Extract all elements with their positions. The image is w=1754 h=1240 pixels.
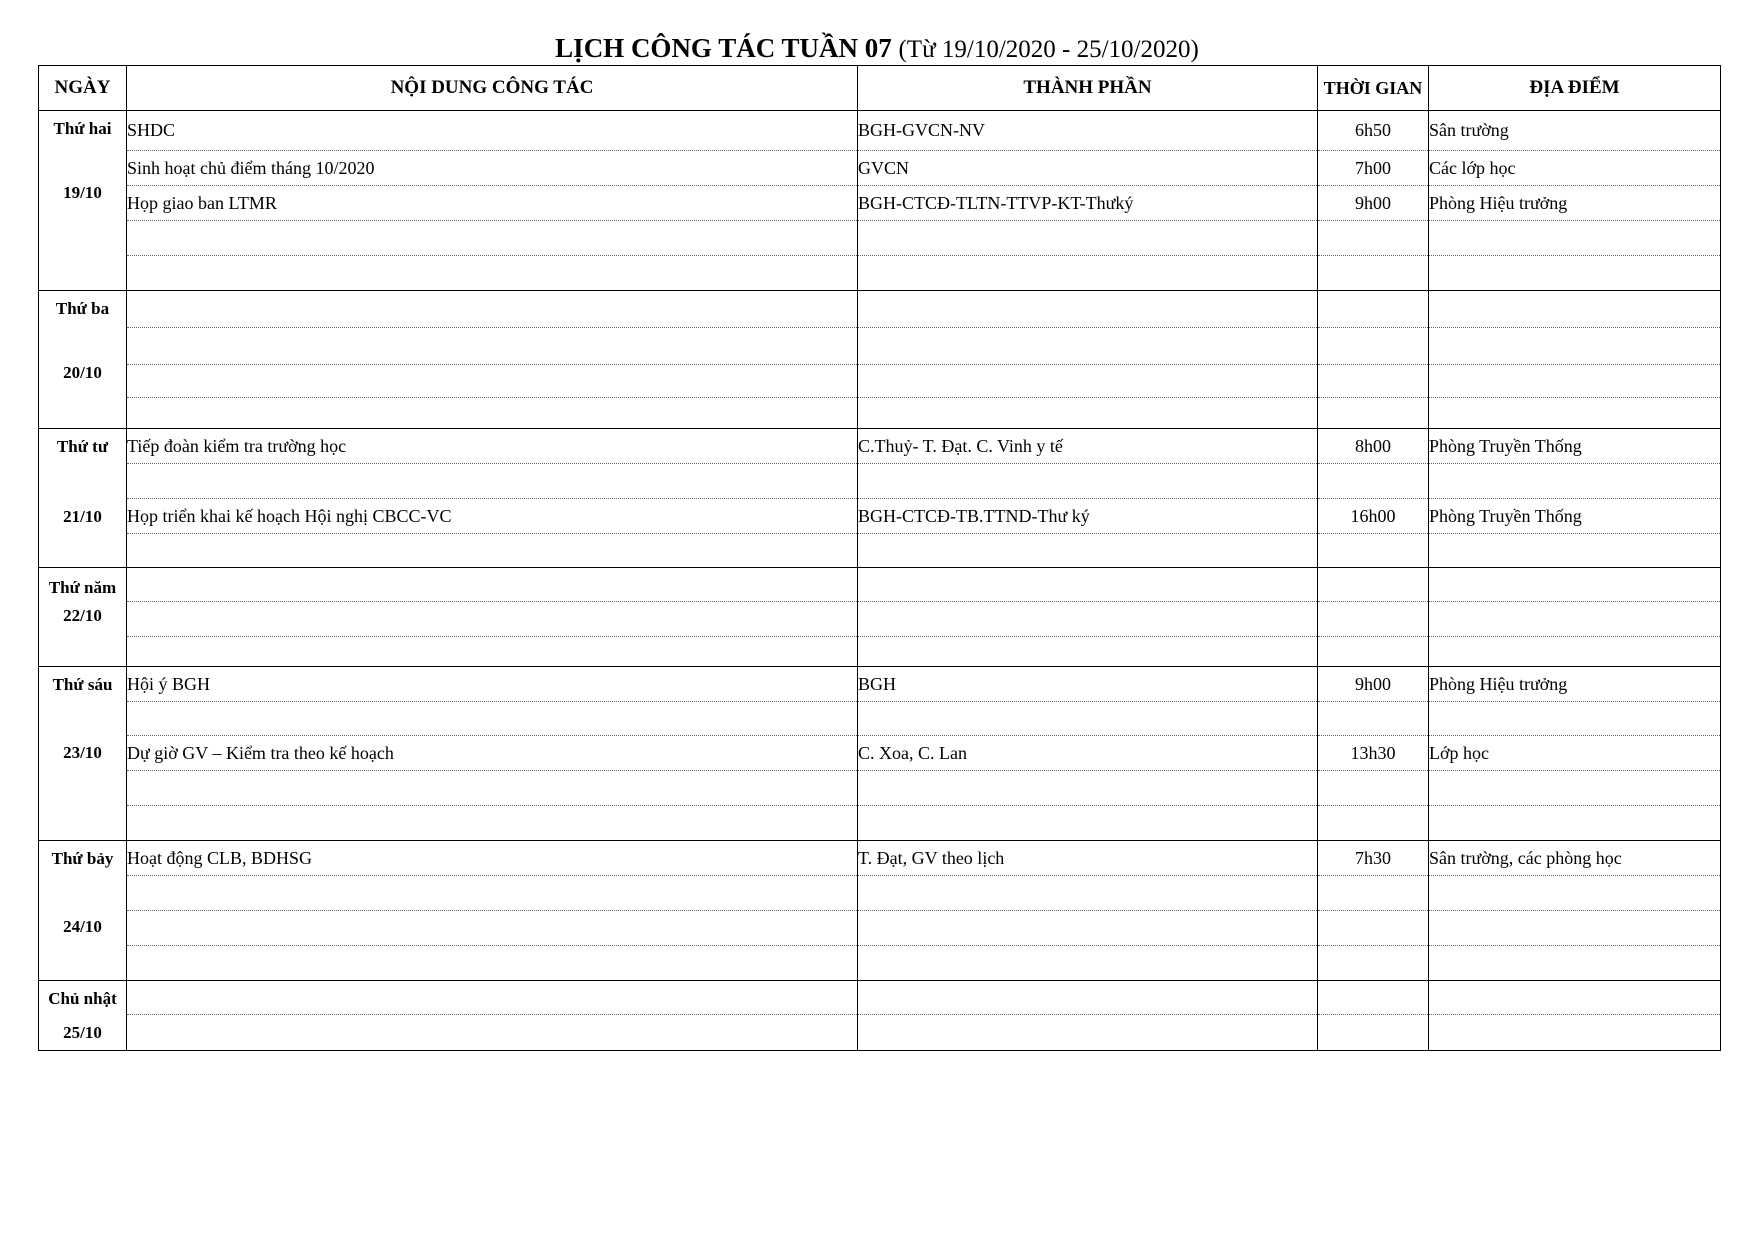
content-cell — [127, 911, 858, 946]
day-date: 21/10 — [63, 507, 102, 526]
time-cell — [1318, 328, 1429, 365]
content-cell — [127, 328, 858, 365]
content-cell — [127, 398, 858, 429]
members-cell: GVCN — [858, 151, 1318, 186]
content-cell — [127, 256, 858, 291]
time-cell — [1318, 876, 1429, 911]
time-cell: 13h30 — [1318, 736, 1429, 771]
day-name: Thứ năm — [48, 578, 117, 597]
place-cell — [1429, 534, 1721, 568]
time-cell — [1318, 398, 1429, 429]
members-cell: BGH — [858, 667, 1318, 702]
content-cell: Họp triển khai kế hoạch Hội nghị CBCC-VC — [127, 499, 858, 534]
place-cell — [1429, 702, 1721, 736]
place-cell: Phòng Truyền Thống — [1429, 499, 1721, 534]
members-cell — [858, 328, 1318, 365]
day-date: 24/10 — [63, 917, 102, 936]
day-cell-thu-sau — [39, 667, 127, 841]
members-cell — [858, 534, 1318, 568]
time-cell: 6h50 — [1318, 111, 1429, 151]
members-cell — [858, 806, 1318, 841]
time-cell — [1318, 464, 1429, 499]
members-cell — [858, 365, 1318, 398]
time-cell — [1318, 911, 1429, 946]
content-cell — [127, 291, 858, 328]
place-cell — [1429, 637, 1721, 667]
schedule-body — [39, 111, 1721, 1051]
members-cell — [858, 637, 1318, 667]
header-place: ĐỊA ĐIỂM — [1429, 66, 1721, 111]
place-cell: Lớp học — [1429, 736, 1721, 771]
day-date: 19/10 — [63, 183, 102, 202]
schedule-row — [39, 291, 1721, 328]
day-name: Thứ sáu — [52, 675, 113, 694]
content-cell: Hội ý BGH — [127, 667, 858, 702]
title-date-range: (Từ 19/10/2020 - 25/10/2020) — [898, 36, 1199, 63]
title-main: LỊCH CÔNG TÁC TUẦN 07 — [555, 33, 892, 63]
members-cell: BGH-GVCN-NV — [858, 111, 1318, 151]
place-cell — [1429, 981, 1721, 1015]
schedule-row — [39, 806, 1721, 841]
schedule-row — [39, 667, 1721, 702]
content-cell — [127, 1015, 858, 1051]
time-cell: 9h00 — [1318, 186, 1429, 221]
time-cell — [1318, 1015, 1429, 1051]
content-cell — [127, 221, 858, 256]
time-cell — [1318, 256, 1429, 291]
members-cell — [858, 464, 1318, 499]
place-cell: Sân trường, các phòng học — [1429, 841, 1721, 876]
time-cell: 16h00 — [1318, 499, 1429, 534]
place-cell — [1429, 806, 1721, 841]
members-cell — [858, 876, 1318, 911]
schedule-row — [39, 736, 1721, 771]
place-cell — [1429, 771, 1721, 806]
schedule-row — [39, 365, 1721, 398]
schedule-row — [39, 981, 1721, 1015]
members-cell: BGH-CTCĐ-TB.TTND-Thư ký — [858, 499, 1318, 534]
schedule-row — [39, 911, 1721, 946]
header-day: NGÀY — [39, 66, 127, 111]
schedule-row — [39, 151, 1721, 186]
time-cell — [1318, 981, 1429, 1015]
content-cell — [127, 365, 858, 398]
day-cell-thu-nam — [39, 568, 127, 667]
day-name: Thứ tư — [56, 437, 109, 456]
place-cell: Các lớp học — [1429, 151, 1721, 186]
place-cell — [1429, 291, 1721, 328]
schedule-row — [39, 946, 1721, 981]
content-cell: Họp giao ban LTMR — [127, 186, 858, 221]
place-cell — [1429, 911, 1721, 946]
place-cell — [1429, 602, 1721, 637]
time-cell: 8h00 — [1318, 429, 1429, 464]
day-date: 23/10 — [63, 743, 102, 762]
place-cell — [1429, 876, 1721, 911]
header-time: THỜI GIAN — [1318, 66, 1429, 111]
place-cell — [1429, 365, 1721, 398]
members-cell — [858, 702, 1318, 736]
header-row — [39, 66, 1721, 111]
place-cell: Sân trường — [1429, 111, 1721, 151]
day-name: Chủ nhật — [48, 989, 117, 1008]
time-cell — [1318, 221, 1429, 256]
place-cell: Phòng Hiệu trưởng — [1429, 186, 1721, 221]
content-cell — [127, 876, 858, 911]
header-members: THÀNH PHẦN — [858, 66, 1318, 111]
members-cell — [858, 568, 1318, 602]
page-title — [0, 30, 1754, 68]
place-cell — [1429, 946, 1721, 981]
members-cell — [858, 291, 1318, 328]
content-cell: Hoạt động CLB, BDHSG — [127, 841, 858, 876]
place-cell — [1429, 568, 1721, 602]
place-cell — [1429, 464, 1721, 499]
content-cell — [127, 568, 858, 602]
time-cell — [1318, 946, 1429, 981]
header-content: NỘI DUNG CÔNG TÁC — [127, 66, 858, 111]
schedule-row — [39, 499, 1721, 534]
schedule-row — [39, 256, 1721, 291]
members-cell — [858, 981, 1318, 1015]
time-cell — [1318, 568, 1429, 602]
content-cell — [127, 981, 858, 1015]
members-cell — [858, 256, 1318, 291]
schedule-row — [39, 771, 1721, 806]
time-cell — [1318, 771, 1429, 806]
members-cell — [858, 221, 1318, 256]
day-cell-thu-bay — [39, 841, 127, 981]
content-cell — [127, 806, 858, 841]
place-cell — [1429, 328, 1721, 365]
schedule-row — [39, 637, 1721, 667]
place-cell — [1429, 1015, 1721, 1051]
content-cell: Dự giờ GV – Kiểm tra theo kế hoạch — [127, 736, 858, 771]
day-name: Thứ bảy — [51, 849, 114, 868]
content-cell — [127, 602, 858, 637]
place-cell — [1429, 398, 1721, 429]
schedule-row — [39, 398, 1721, 429]
members-cell: BGH-CTCĐ-TLTN-TTVP-KT-Thưký — [858, 186, 1318, 221]
schedule-row — [39, 186, 1721, 221]
content-cell — [127, 534, 858, 568]
time-cell: 7h00 — [1318, 151, 1429, 186]
members-cell — [858, 602, 1318, 637]
day-name: Thứ hai — [53, 119, 112, 138]
time-cell — [1318, 637, 1429, 667]
day-name: Thứ ba — [55, 299, 110, 318]
time-cell — [1318, 602, 1429, 637]
time-cell: 9h00 — [1318, 667, 1429, 702]
time-cell — [1318, 291, 1429, 328]
schedule-row — [39, 534, 1721, 568]
members-cell: C.Thuỷ- T. Đạt. C. Vinh y tế — [858, 429, 1318, 464]
schedule-row — [39, 568, 1721, 602]
content-cell — [127, 464, 858, 499]
schedule-row — [39, 111, 1721, 151]
time-cell: 7h30 — [1318, 841, 1429, 876]
content-cell: SHDC — [127, 111, 858, 151]
day-date: 25/10 — [63, 1023, 102, 1042]
day-cell-thu-tu — [39, 429, 127, 568]
members-cell — [858, 1015, 1318, 1051]
content-cell: Sinh hoạt chủ điểm tháng 10/2020 — [127, 151, 858, 186]
day-cell-thu-hai — [39, 111, 127, 291]
schedule-row — [39, 464, 1721, 499]
time-cell — [1318, 365, 1429, 398]
place-cell: Phòng Truyền Thống — [1429, 429, 1721, 464]
schedule-table — [38, 65, 1721, 1051]
time-cell — [1318, 534, 1429, 568]
place-cell: Phòng Hiệu trưởng — [1429, 667, 1721, 702]
schedule-row — [39, 1015, 1721, 1051]
place-cell — [1429, 256, 1721, 291]
time-cell — [1318, 702, 1429, 736]
day-date: 22/10 — [63, 606, 102, 625]
content-cell — [127, 771, 858, 806]
schedule-row — [39, 221, 1721, 256]
schedule-row — [39, 602, 1721, 637]
schedule-row — [39, 841, 1721, 876]
members-cell — [858, 911, 1318, 946]
content-cell — [127, 637, 858, 667]
members-cell: T. Đạt, GV theo lịch — [858, 841, 1318, 876]
day-cell-chu-nhat — [39, 981, 127, 1051]
place-cell — [1429, 221, 1721, 256]
schedule-row — [39, 328, 1721, 365]
day-cell-thu-ba — [39, 291, 127, 429]
content-cell: Tiếp đoàn kiểm tra trường học — [127, 429, 858, 464]
schedule-row — [39, 702, 1721, 736]
schedule-row — [39, 876, 1721, 911]
day-date: 20/10 — [63, 363, 102, 382]
time-cell — [1318, 806, 1429, 841]
schedule-row — [39, 429, 1721, 464]
members-cell: C. Xoa, C. Lan — [858, 736, 1318, 771]
content-cell — [127, 702, 858, 736]
content-cell — [127, 946, 858, 981]
members-cell — [858, 946, 1318, 981]
members-cell — [858, 771, 1318, 806]
members-cell — [858, 398, 1318, 429]
